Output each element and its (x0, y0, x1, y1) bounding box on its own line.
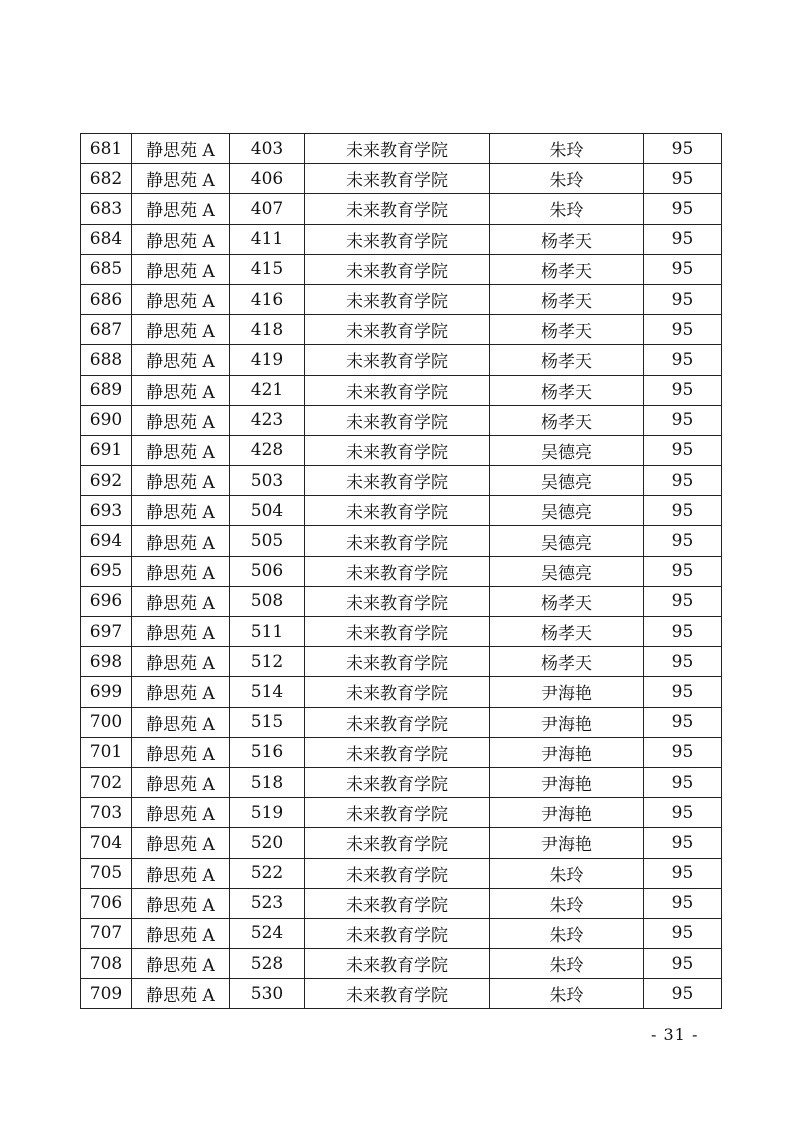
cell-college: 未来教育学院 (305, 375, 490, 405)
cell-name: 朱玲 (490, 918, 644, 948)
cell-score: 95 (644, 224, 722, 254)
cell-score: 95 (644, 556, 722, 586)
table-row (81, 707, 722, 737)
cell-name: 吴德亮 (490, 526, 644, 556)
cell-name: 朱玲 (490, 134, 644, 164)
cell-college: 未来教育学院 (305, 466, 490, 496)
cell-score: 95 (644, 707, 722, 737)
table-row (81, 254, 722, 284)
cell-building: 静思苑 A (132, 647, 230, 677)
cell-name: 杨孝天 (490, 345, 644, 375)
cell-score: 95 (644, 254, 722, 284)
cell-name: 杨孝天 (490, 375, 644, 405)
table-row (81, 435, 722, 465)
cell-score: 95 (644, 586, 722, 616)
cell-index: 703 (81, 798, 132, 828)
cell-room: 506 (230, 556, 305, 586)
cell-room: 508 (230, 586, 305, 616)
cell-room: 514 (230, 677, 305, 707)
cell-index: 681 (81, 134, 132, 164)
cell-name: 尹海艳 (490, 707, 644, 737)
cell-index: 709 (81, 979, 132, 1009)
cell-college: 未来教育学院 (305, 737, 490, 767)
cell-college: 未来教育学院 (305, 918, 490, 948)
table-row (81, 164, 722, 194)
cell-name: 朱玲 (490, 194, 644, 224)
cell-building: 静思苑 A (132, 858, 230, 888)
cell-score: 95 (644, 315, 722, 345)
table-row (81, 617, 722, 647)
cell-building: 静思苑 A (132, 224, 230, 254)
cell-name: 朱玲 (490, 979, 644, 1009)
cell-index: 698 (81, 647, 132, 677)
cell-score: 95 (644, 194, 722, 224)
cell-index: 708 (81, 949, 132, 979)
cell-college: 未来教育学院 (305, 617, 490, 647)
cell-building: 静思苑 A (132, 617, 230, 647)
table-row (81, 134, 722, 164)
cell-score: 95 (644, 949, 722, 979)
table-row (81, 798, 722, 828)
cell-score: 95 (644, 647, 722, 677)
cell-building: 静思苑 A (132, 254, 230, 284)
cell-college: 未来教育学院 (305, 134, 490, 164)
table-row (81, 979, 722, 1009)
cell-building: 静思苑 A (132, 677, 230, 707)
cell-index: 687 (81, 315, 132, 345)
cell-name: 杨孝天 (490, 315, 644, 345)
cell-building: 静思苑 A (132, 798, 230, 828)
cell-college: 未来教育学院 (305, 254, 490, 284)
cell-index: 683 (81, 194, 132, 224)
cell-name: 吴德亮 (490, 556, 644, 586)
cell-building: 静思苑 A (132, 435, 230, 465)
cell-building: 静思苑 A (132, 949, 230, 979)
table-row (81, 315, 722, 345)
cell-score: 95 (644, 617, 722, 647)
cell-score: 95 (644, 345, 722, 375)
cell-college: 未来教育学院 (305, 888, 490, 918)
cell-score: 95 (644, 767, 722, 797)
cell-name: 尹海艳 (490, 737, 644, 767)
cell-score: 95 (644, 979, 722, 1009)
table-row (81, 224, 722, 254)
cell-room: 421 (230, 375, 305, 405)
cell-building: 静思苑 A (132, 586, 230, 616)
table-row (81, 888, 722, 918)
cell-college: 未来教育学院 (305, 164, 490, 194)
cell-room: 512 (230, 647, 305, 677)
cell-index: 702 (81, 767, 132, 797)
table-row (81, 737, 722, 767)
table-row (81, 345, 722, 375)
cell-index: 694 (81, 526, 132, 556)
cell-score: 95 (644, 134, 722, 164)
cell-room: 519 (230, 798, 305, 828)
cell-room: 416 (230, 284, 305, 314)
cell-room: 428 (230, 435, 305, 465)
cell-name: 朱玲 (490, 164, 644, 194)
cell-building: 静思苑 A (132, 828, 230, 858)
cell-college: 未来教育学院 (305, 586, 490, 616)
cell-room: 528 (230, 949, 305, 979)
cell-college: 未来教育学院 (305, 224, 490, 254)
cell-college: 未来教育学院 (305, 707, 490, 737)
cell-building: 静思苑 A (132, 315, 230, 345)
cell-score: 95 (644, 435, 722, 465)
cell-building: 静思苑 A (132, 496, 230, 526)
cell-name: 杨孝天 (490, 617, 644, 647)
cell-index: 689 (81, 375, 132, 405)
cell-college: 未来教育学院 (305, 284, 490, 314)
page-number: - 31 - (651, 1025, 699, 1044)
cell-name: 尹海艳 (490, 798, 644, 828)
cell-room: 504 (230, 496, 305, 526)
cell-college: 未来教育学院 (305, 194, 490, 224)
cell-name: 吴德亮 (490, 435, 644, 465)
cell-index: 705 (81, 858, 132, 888)
cell-college: 未来教育学院 (305, 949, 490, 979)
cell-index: 707 (81, 918, 132, 948)
cell-room: 415 (230, 254, 305, 284)
cell-building: 静思苑 A (132, 164, 230, 194)
cell-room: 523 (230, 888, 305, 918)
table-row (81, 405, 722, 435)
cell-college: 未来教育学院 (305, 556, 490, 586)
table-body (81, 134, 722, 1009)
cell-index: 706 (81, 888, 132, 918)
cell-room: 407 (230, 194, 305, 224)
cell-index: 693 (81, 496, 132, 526)
cell-index: 685 (81, 254, 132, 284)
table-row (81, 466, 722, 496)
cell-name: 朱玲 (490, 858, 644, 888)
cell-index: 692 (81, 466, 132, 496)
cell-college: 未来教育学院 (305, 979, 490, 1009)
cell-index: 701 (81, 737, 132, 767)
cell-name: 杨孝天 (490, 586, 644, 616)
cell-index: 684 (81, 224, 132, 254)
cell-index: 700 (81, 707, 132, 737)
cell-score: 95 (644, 737, 722, 767)
cell-name: 杨孝天 (490, 284, 644, 314)
table-row (81, 526, 722, 556)
cell-building: 静思苑 A (132, 194, 230, 224)
cell-college: 未来教育学院 (305, 858, 490, 888)
cell-name: 吴德亮 (490, 496, 644, 526)
cell-college: 未来教育学院 (305, 526, 490, 556)
cell-college: 未来教育学院 (305, 435, 490, 465)
cell-index: 690 (81, 405, 132, 435)
table-row (81, 194, 722, 224)
cell-name: 尹海艳 (490, 828, 644, 858)
cell-college: 未来教育学院 (305, 828, 490, 858)
cell-name: 朱玲 (490, 888, 644, 918)
cell-building: 静思苑 A (132, 526, 230, 556)
cell-building: 静思苑 A (132, 556, 230, 586)
cell-building: 静思苑 A (132, 466, 230, 496)
cell-score: 95 (644, 496, 722, 526)
cell-room: 505 (230, 526, 305, 556)
cell-index: 699 (81, 677, 132, 707)
cell-name: 杨孝天 (490, 647, 644, 677)
cell-score: 95 (644, 526, 722, 556)
cell-score: 95 (644, 284, 722, 314)
cell-index: 682 (81, 164, 132, 194)
cell-index: 696 (81, 586, 132, 616)
cell-score: 95 (644, 798, 722, 828)
cell-name: 杨孝天 (490, 254, 644, 284)
cell-building: 静思苑 A (132, 888, 230, 918)
cell-index: 686 (81, 284, 132, 314)
cell-name: 尹海艳 (490, 767, 644, 797)
table-row (81, 918, 722, 948)
table-row (81, 556, 722, 586)
cell-room: 518 (230, 767, 305, 797)
cell-index: 688 (81, 345, 132, 375)
cell-score: 95 (644, 858, 722, 888)
cell-name: 朱玲 (490, 949, 644, 979)
cell-room: 515 (230, 707, 305, 737)
cell-building: 静思苑 A (132, 737, 230, 767)
cell-college: 未来教育学院 (305, 496, 490, 526)
cell-name: 吴德亮 (490, 466, 644, 496)
table-row (81, 586, 722, 616)
cell-name: 尹海艳 (490, 677, 644, 707)
cell-room: 406 (230, 164, 305, 194)
cell-room: 403 (230, 134, 305, 164)
cell-score: 95 (644, 828, 722, 858)
cell-score: 95 (644, 677, 722, 707)
cell-index: 695 (81, 556, 132, 586)
cell-college: 未来教育学院 (305, 405, 490, 435)
cell-room: 411 (230, 224, 305, 254)
cell-room: 530 (230, 979, 305, 1009)
cell-score: 95 (644, 375, 722, 405)
cell-building: 静思苑 A (132, 979, 230, 1009)
cell-room: 418 (230, 315, 305, 345)
cell-college: 未来教育学院 (305, 345, 490, 375)
cell-score: 95 (644, 405, 722, 435)
cell-building: 静思苑 A (132, 375, 230, 405)
table-row (81, 496, 722, 526)
cell-score: 95 (644, 466, 722, 496)
cell-room: 516 (230, 737, 305, 767)
cell-room: 520 (230, 828, 305, 858)
cell-room: 419 (230, 345, 305, 375)
cell-building: 静思苑 A (132, 134, 230, 164)
table-row (81, 375, 722, 405)
cell-college: 未来教育学院 (305, 647, 490, 677)
cell-index: 704 (81, 828, 132, 858)
cell-room: 423 (230, 405, 305, 435)
cell-building: 静思苑 A (132, 918, 230, 948)
cell-building: 静思苑 A (132, 767, 230, 797)
table-row (81, 858, 722, 888)
cell-building: 静思苑 A (132, 345, 230, 375)
cell-score: 95 (644, 888, 722, 918)
cell-building: 静思苑 A (132, 707, 230, 737)
table-row (81, 647, 722, 677)
table-row (81, 677, 722, 707)
cell-index: 697 (81, 617, 132, 647)
table-row (81, 949, 722, 979)
cell-building: 静思苑 A (132, 284, 230, 314)
dormitory-score-table (80, 133, 722, 1009)
table-row (81, 767, 722, 797)
cell-college: 未来教育学院 (305, 315, 490, 345)
cell-name: 杨孝天 (490, 405, 644, 435)
cell-room: 522 (230, 858, 305, 888)
table-row (81, 284, 722, 314)
cell-room: 524 (230, 918, 305, 948)
cell-score: 95 (644, 918, 722, 948)
cell-score: 95 (644, 164, 722, 194)
cell-room: 511 (230, 617, 305, 647)
cell-college: 未来教育学院 (305, 677, 490, 707)
cell-room: 503 (230, 466, 305, 496)
cell-college: 未来教育学院 (305, 767, 490, 797)
cell-building: 静思苑 A (132, 405, 230, 435)
cell-name: 杨孝天 (490, 224, 644, 254)
cell-index: 691 (81, 435, 132, 465)
table-row (81, 828, 722, 858)
cell-college: 未来教育学院 (305, 798, 490, 828)
